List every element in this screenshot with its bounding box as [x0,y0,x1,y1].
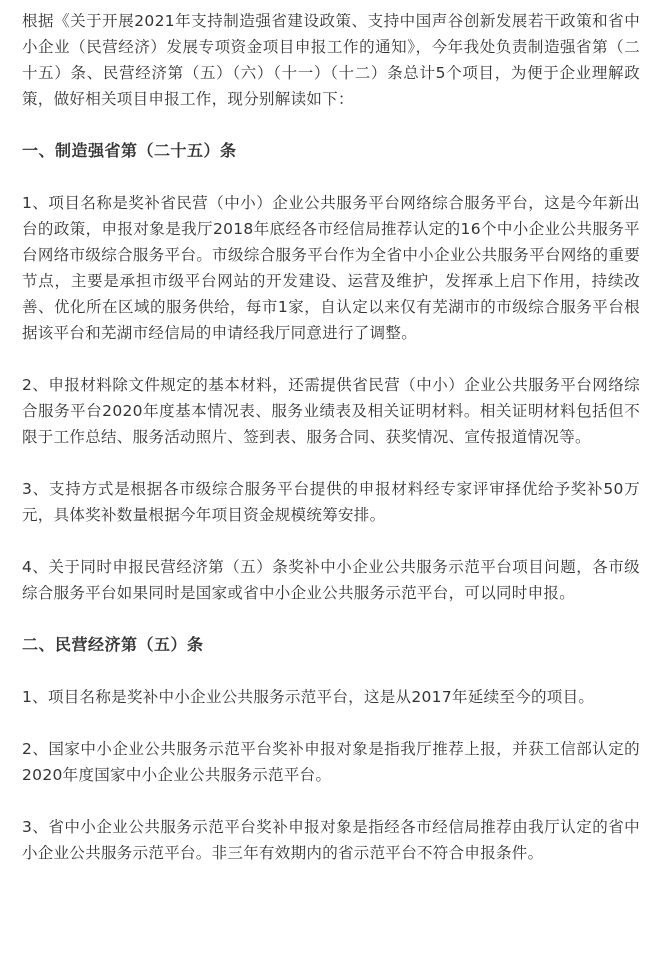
section-2-paragraph-3: 3、省中小企业公共服务示范平台奖补申报对象是指经各市经信局推荐由我厅认定的省中小企业公共服务示范平台。非三年有效期内的省示范平台不符合申报条件。 [22,818,640,862]
section-1-paragraph-1: 1、项目名称是奖补省民营（中小）企业公共服务平台网络综合服务平台，这是今年新出台的政策，申报对象是我厅2018年底经各市经信局推荐认定的16个中小企业公共服务平台网络市级综合服务平台。市级综合服务平台作为全省中小企业公共服务平台网络的重要节点，主要是承担市级平台网站的开发建设、运营及维护，发挥承上启下作用，持续改善、优化所在区域的服务供给，每市1家，自认定以来仅有芜湖市的市级综合服务平台根据该平台和芜湖市经信局的申请经我厅同意进行了调整。 [22,194,640,342]
section-1-paragraph-2: 2、申报材料除文件规定的基本材料，还需提供省民营（中小）企业公共服务平台网络综合服务平台2020年度基本情况表、服务业绩表及相关证明材料。相关证明材料包括但不限于工作总结、服务活动照片、签到表、服务合同、获奖情况、宣传报道情况等。 [22,376,640,446]
section-1-paragraph-3: 3、支持方式是根据各市级综合服务平台提供的申报材料经专家评审择优给予奖补50万元，具体奖补数量根据今年项目资金规模统筹安排。 [22,480,640,524]
section-2-paragraph-1: 1、项目名称是奖补中小企业公共服务示范平台，这是从2017年延续至今的项目。 [22,688,595,706]
section-heading-1: 一、制造强省第（二十五）条 [22,141,237,160]
section-1-paragraph-4: 4、关于同时申报民营经济第（五）条奖补中小企业公共服务示范平台项目问题，各市级综合服务平台如果同时是国家或省中小企业公共服务示范平台，可以同时申报。 [22,558,640,602]
section-heading-2: 二、民营经济第（五）条 [22,635,204,654]
intro-paragraph: 根据《关于开展2021年支持制造强省建设政策、支持中国声谷创新发展若干政策和省中小企业（民营经济）发展专项资金项目申报工作的通知》，今年我处负责制造强省第（二十五）条、民营经济第（五）（六）（十一）（十二）条总计5个项目，为便于企业理解政策，做好相关项目申报工作，现分别解读如下： [22,12,640,108]
section-2-paragraph-2: 2、国家中小企业公共服务示范平台奖补申报对象是指我厅推荐上报，并获工信部认定的2020年度国家中小企业公共服务示范平台。 [22,740,640,784]
